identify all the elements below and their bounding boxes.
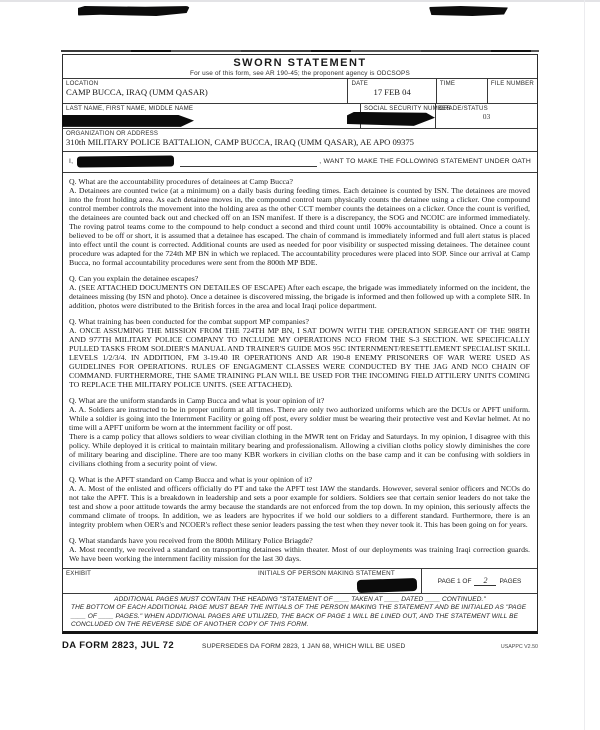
oath-name-redaction-bar	[77, 156, 174, 168]
oath-suffix: , WANT TO MAKE THE FOLLOWING STATEMENT UNDER OATH	[319, 158, 531, 166]
statement-body	[63, 173, 537, 569]
qa-question: Q. Can you explain the detainee escapes?	[69, 273, 199, 283]
qa-block	[69, 475, 530, 529]
additional-pages-instructions	[63, 593, 537, 631]
organization-label: ORGANIZATION OR ADDRESS	[66, 129, 159, 137]
grade-status-value: 03	[482, 111, 491, 121]
exhibit-row	[63, 568, 537, 593]
name-field	[63, 104, 361, 128]
redaction-scribble-mark	[429, 6, 508, 16]
initials-field	[255, 569, 421, 593]
page-count-prefix: PAGE 1 OF	[437, 577, 472, 585]
oath-line	[63, 152, 537, 173]
qa-question: Q. What is the APFT standard on Camp Bucca and what is your opinion of it?	[69, 474, 313, 484]
time-label: TIME	[439, 80, 456, 87]
page-count-field	[421, 569, 537, 593]
qa-block	[69, 536, 530, 563]
date-label: DATE	[351, 80, 369, 87]
qa-answer: A. Detainees are counted twice (at a minimum) on a daily basis during feeding times. Each detainee is counted by ISN. The detainees are moved into the front holding area. As each detainee moves in, the compound control team physically counts the detainee using a clicker. One compound control member controls the movement into the holding area as the other CCT member counts the detainees on a clicker. Once the count is verified, the detainees are counted back out and checked off on an ISN manifest. If there is a discrepancy, the SOG and NCOIC are informed immediately. The roving patrol teams come to the compound to help conduct a second and third count until 100% accountability is obtained. Once a count is believed to be off or short, it is assumed that a detainee has escaped. The chain of command is immediately informed and full alert status is placed into effect until the count is corrected. Additional counts are used as needed for poor visibility or suspected missing detainees. The detainee count procedure was adapted for the 724th MP BN in which we replaced. The accountability procedures were placed into SOP. Since our arrival at Camp Bucca, no formal accountability procedures were sent from the 800th MP BDE.	[69, 185, 530, 267]
scan-edge-artifact	[0, 0, 600, 2]
ssn-redaction-bar	[347, 112, 435, 126]
qa-question: Q. What training has been conducted for the combat support MP companies?	[69, 316, 309, 326]
header-row-2	[63, 104, 537, 129]
qa-answer: A. Most recently, we received a standard on transporting detainees within theater. Most of our deployments was training Iraqi correction guards. We have been working the internment facility mission for the last 30 days.	[69, 544, 530, 563]
name-redaction-bar	[62, 115, 194, 127]
form-title: SWORN STATEMENT	[233, 57, 367, 69]
form-subtitle: For use of this form, see AR 190-45; the proponent agency is ODCSOPS	[190, 70, 410, 77]
grade-status-field	[436, 104, 537, 128]
supersedes-note: SUPERSEDES DA FORM 2823, 1 JAN 68, WHICH WILL BE USED	[202, 643, 406, 650]
form-footer	[62, 640, 538, 651]
page-count-suffix: PAGES	[499, 577, 522, 585]
qa-block	[69, 274, 530, 310]
initials-redaction-bar	[357, 578, 417, 593]
date-field	[348, 79, 436, 103]
qa-answer: A. A. Most of the enlisted and officers officially do PT and take the APFT test IAW the standards. However, several senior officers and NCOs do not take the APFT. This is a breakdown in leadership and sets a poor example for soldiers. Soldiers see that certain senior leaders do not take the test and show a poor attitude towards the army because the standards are not enforced from the top down. In my opinion, this seriously affects the command climate of troops. In addition, we as leaders are hypocrites if we hold our soldiers to a different standard. Furthermore, there is an integrity problem when OER's and NCOER's reflect these senior leaders passing the test when they never took it. This has been going on for years.	[69, 483, 530, 529]
instructions-line-2: THE BOTTOM OF EACH ADDITIONAL PAGE MUST BEAR THE INITIALS OF THE PERSON MAKING THE STATEMENT AND BE INITIALED AS "PAGE ____ OF ____ PAGES." WHEN ADDITIONAL PAGES ARE UTILIZED, THE BACK OF PAGE 1 WILL BE LINED OUT, AND THE STATEMENT WILL BE CONCLUDED ON THE REVERSE SIDE OF ANOTHER COPY OF THIS FORM.	[71, 604, 527, 628]
organization-field	[63, 129, 537, 152]
initials-label: INITIALS OF PERSON MAKING STATEMENT	[258, 570, 395, 578]
location-label: LOCATION	[66, 80, 99, 87]
da-form-2823	[62, 54, 538, 634]
ssn-field	[361, 104, 452, 128]
qa-answer: A. A. Soldiers are instructed to be in proper uniform at all times. There are only two authorized uniforms which are the DCUs or APFT uniform. While a soldier is going into the Internment Facility or going off post, every soldier must be wearing their protective vest and Kevlar helmet. At no time will a APFT uniform be worn at the internment facility or off post.	[69, 404, 530, 432]
page-total-handwritten: 2	[474, 577, 496, 586]
location-field	[63, 79, 348, 103]
qa-answer-continued: There is a camp policy that allows soldiers to wear civilian clothing in the MWR tent on Friday and Saturdays. In my opinion, I disagree with this policy. While deployed it is critical to maintain military bearing and professionalism. Allowing a civilian cloths policy slowly diminishes the core of military bearing and discipline. There are too many KBR workers in civilian cloths on the base camp and it can be confusing with soldiers in civilians clothing from a security point of view.	[69, 431, 530, 468]
qa-block	[69, 396, 530, 468]
qa-question: Q. What are the accountability procedures of detainees at Camp Bucca?	[69, 176, 293, 186]
header-row-1	[63, 79, 537, 104]
scan-edge-artifact	[584, 0, 585, 730]
organization-value: 310th MILITARY POLICE BATTALION, CAMP BUCCA, IRAQ (UMM QASAR), AE APO 09375	[66, 136, 414, 147]
form-number: DA FORM 2823, JUL 72	[62, 640, 175, 651]
qa-answer: A. ONCE ASSUMING THE MISSION FROM THE 724TH MP BN, I SAT DOWN WITH THE OPERATION SERGEANT OF THE 988TH AND 977TH MILITARY POLICE COMPANY TO INCLUDE MY OPERATIONS NCO FROM THE S-3 SECTION. WE SPECIFICALLY PULLED TASKS FROM SOLDIER'S MANUAL AND TRAINER'S GUIDE MOS 95C INTERNMENT/RESETTLEMENT SPECIALIST SKILL LEVELS 1/2/3/4. IN ADDITION, FM 3-19.40 IR OPERATIONS AND AR 190-8 ENEMY PRISONERS OF WAR WERE USED AS GUIDELINES FOR OPERATIONS. RULES OF ENGAGMENT CLASSES WERE CONDUCTED BY THE JAG AND NCO CHAIN OF COMMAND. FURTHERMORE, THE SAME TRAINING PLAN WILL BE USED FOR THE INCOMING FIELD ATTILERY UNITS COMING TO REPLACE THE MILITARY POLICE UNITS. (SEE ATTACHED).	[69, 325, 530, 389]
qa-block	[69, 177, 530, 267]
qa-question: Q. What are the uniform standards in Camp Bucca and what is your opinion of it?	[69, 395, 325, 405]
exhibit-label: EXHIBIT	[66, 570, 92, 578]
file-number-field	[488, 79, 537, 103]
qa-block	[69, 317, 530, 389]
instructions-line-1: ADDITIONAL PAGES MUST CONTAIN THE HEADING "STATEMENT OF ____ TAKEN AT ____ DATED ____ CONTINUED."	[114, 596, 486, 604]
qa-question: Q. What standards have you received from the 800th Military Police Briagde?	[69, 535, 313, 545]
grade-status-label: GRADE/STATUS	[439, 104, 488, 112]
oath-prefix: I,	[69, 158, 74, 166]
exhibit-field	[63, 569, 255, 593]
qa-answer: A. (SEE ATTACHED DOCUMENTS ON DETAILES OF ESCAPE) After each escape, the brigade was immediately informed on the incident, the detainees missing (by ISN and photo). Once a detainee is discovered missing, the brigade is informed and then followed up with a complete SIR. In addition, photos were distributed to the British forces in the area and local Iraqi police department.	[69, 282, 530, 310]
location-value: CAMP BUCCA, IRAQ (UMM QASAR)	[66, 87, 208, 97]
date-value: 17 FEB 04	[373, 87, 411, 97]
name-label: LAST NAME, FIRST NAME, MIDDLE NAME	[66, 104, 194, 112]
redaction-scribble-mark	[78, 6, 190, 16]
time-field	[437, 79, 488, 103]
ssn-label: SOCIAL SECURITY NUMBER	[364, 104, 452, 112]
form-header	[63, 55, 537, 79]
print-version: USAPPC V2.50	[500, 644, 538, 650]
oath-blank-line	[180, 157, 317, 167]
file-number-label: FILE NUMBER	[490, 80, 534, 87]
